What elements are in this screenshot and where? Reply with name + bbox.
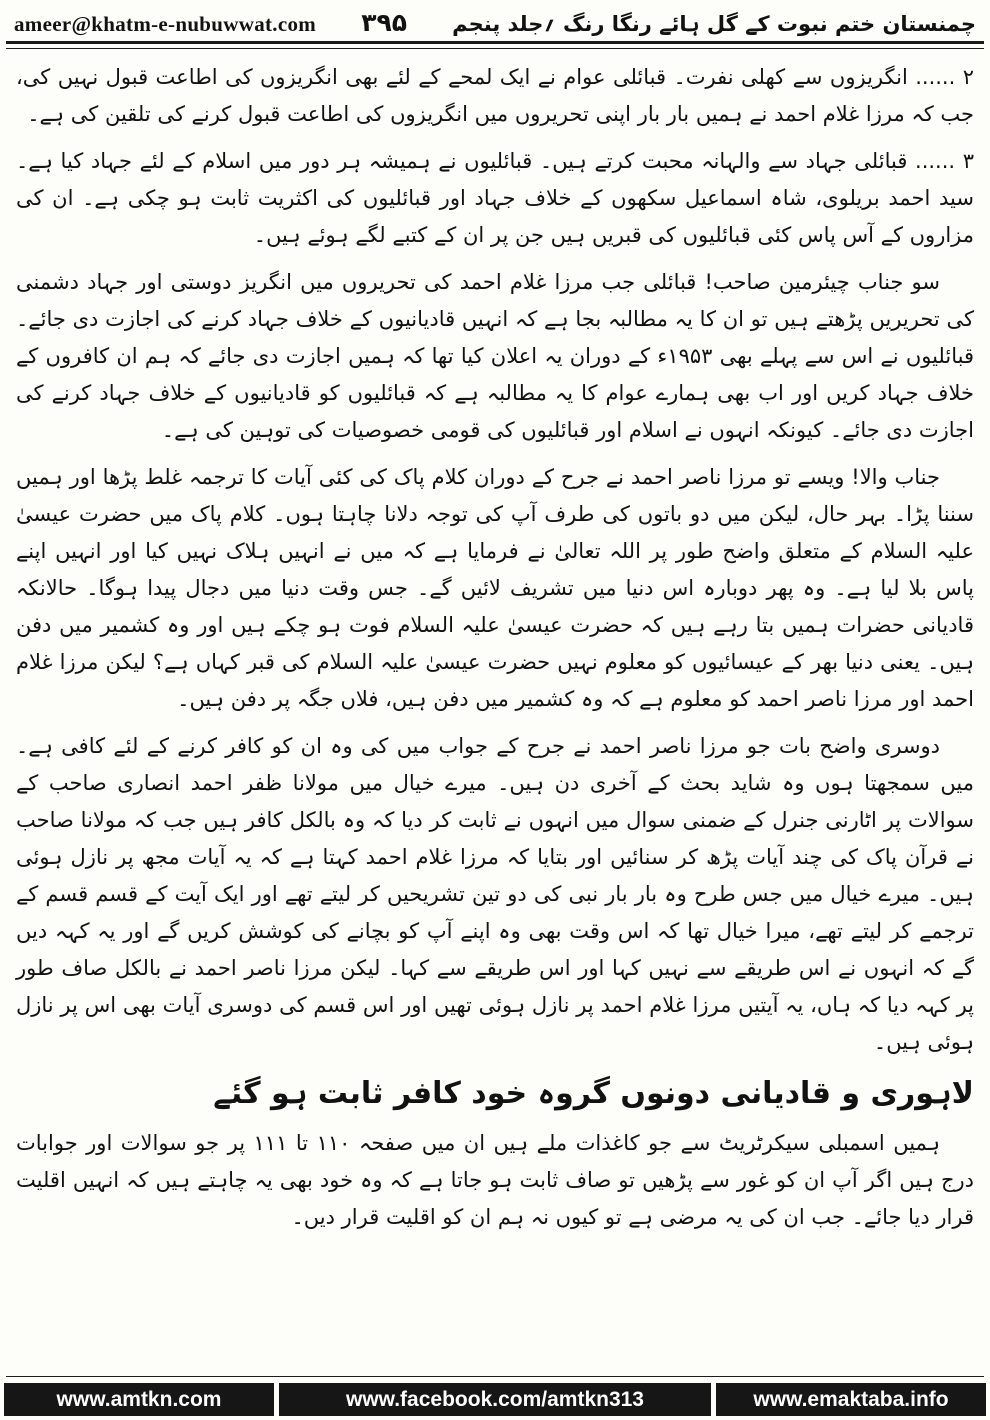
header-divider xyxy=(6,41,984,49)
page-number: ۳۹۵ xyxy=(361,8,407,37)
section-heading: لاہوری و قادیانی دونوں گروہ خود کافر ثابت ہو گئے xyxy=(213,1076,974,1111)
page-footer xyxy=(0,1376,990,1420)
book-title: چمنستان ختم نبوت کے گل ہائے رنگا رنگ ؍جلد پنجم xyxy=(452,12,976,36)
footer-url-amtkn: www.amtkn.com xyxy=(4,1383,274,1416)
paragraph-point-2: ۲ ...... انگریزوں سے کھلی نفرت۔ قبائلی عوام نے ایک لمحے کے لئے بھی انگریزوں کی اطاعت قبول نہیں کی، جب کہ مرزا غلام احمد نے ہمیں بار بار اپنی تحریروں میں انگریزوں کی اطاعت قبول کرنے کی تلقین کی ہے۔ xyxy=(16,65,974,126)
paragraph-janab-wala: جناب والا! ویسے تو مرزا ناصر احمد نے جرح کے دوران کلام پاک کی کئی آیات کا ترجمہ غلط پڑھا اور ہمیں سننا پڑا۔ بہر حال، لیکن میں دو باتوں کی طرف آپ کی توجہ دلانا چاہتا ہوں۔ کلام پاک میں حضرت عیسیٰ علیہ السلام کے متعلق واضح طور پر اللہ تعالیٰ نے فرمایا ہے کہ میں نے انہیں ہلاک نہیں کیا اور انہیں اپنے پاس بلا لیا ہے۔ وہ پھر دوبارہ اس دنیا میں تشریف لائیں گے۔ جس وقت دنیا میں دجال پیدا ہوگا۔ حالانکہ قادیانی حضرات ہمیں بتا رہے ہیں کہ حضرت عیسیٰ علیہ السلام فوت ہو چکے ہیں اور وہ کشمیر میں دفن ہیں۔ یعنی دنیا بھر کے عیسائیوں کو معلوم نہیں حضرت عیسیٰ علیہ السلام کی قبر کہاں ہے؟ لیکن مرزا غلام احمد اور مرزا ناصر احمد کو معلوم ہے کہ وہ کشمیر میں دفن ہیں، فلاں جگہ پر دفن ہیں۔ xyxy=(16,465,974,711)
header-email: ameer@khatm-e-nubuwwat.com xyxy=(14,12,317,36)
page-header xyxy=(0,0,990,41)
paragraph-closing: ہمیں اسمبلی سیکرٹریٹ سے جو کاغذات ملے ہیں ان میں صفحہ ۱۱۰ تا ۱۱۱ پر جو سوالات اور جوابات درج ہیں اگر آپ ان کو غور سے پڑھیں تو صاف ثابت ہو جاتا ہے کہ وہ خود بھی یہ چاہتے ہیں کہ انہیں اقلیت قرار دیا جائے۔ جب ان کی یہ مرضی ہے تو کیوں نہ ہم ان کو اقلیت قرار دیں۔ xyxy=(16,1131,974,1229)
paragraph-point-3: ۳ ...... قبائلی جہاد سے والہانہ محبت کرتے ہیں۔ قبائلیوں نے ہمیشہ ہر دور میں اسلام کے لئے جہاد کیا ہے۔ سید احمد بریلوی، شاہ اسماعیل سکھوں کے خلاف جہاد اور قبائلیوں کی اکثریت ثابت ہو چکی ہے۔ ان کی مزاروں کے آس پاس کئی قبائلیوں کی قبریں ہیں جن پر ان کے کتبے لگے ہوئے ہیں۔ xyxy=(16,149,974,247)
paragraph-second-point: دوسری واضح بات جو مرزا ناصر احمد نے جرح کے جواب میں کی وہ ان کو کافر کرنے کے لئے کافی ہے۔ میں سمجھتا ہوں وہ شاید بحث کے آخری دن ہیں۔ میرے خیال میں مولانا ظفر احمد انصاری صاحب کے سوالات پر اٹارنی جنرل کے ضمنی سوال میں انہوں نے ثابت کر دیا کہ وہ بالکل کافر ہیں جب کہ مولانا صاحب نے قرآن پاک کی چند آیات پڑھ کر سنائیں اور بتایا کہ مرزا غلام احمد کہتا ہے کہ یہ آیات مجھ پر نازل ہوئی ہیں۔ میرے خیال میں جس طرح وہ بار بار نبی کی دو تین تشریحیں کر لیتے تھے اور ایک آیت کے قسم قسم کے ترجمے کر لیتے تھے، میرا خیال تھا کہ اس وقت بھی وہ اپنے آپ کو بچانے کی کوشش کریں گے اور یہ کہہ دیں گے کہ انہوں نے اس طریقے سے نہیں کہا اور اس طریقے سے کہا۔ لیکن مرزا ناصر احمد نے بالکل صاف طور پر کہہ دیا کہ ہاں، یہ آیتیں مرزا غلام احمد پر نازل ہوئی تھیں اور اس قسم کی دوسری آیات بھی اس پر نازل ہوئی ہیں۔ xyxy=(16,734,974,1054)
footer-divider xyxy=(6,1376,984,1380)
page-body xyxy=(0,49,990,1236)
footer-url-emaktaba: www.emaktaba.info xyxy=(716,1383,986,1416)
paragraph-chairman-address: سو جناب چیئرمین صاحب! قبائلی جب مرزا غلام احمد کی تحریروں میں انگریز دوستی اور جہاد دشمنی کی تحریریں پڑھتے ہیں تو ان کا یہ مطالبہ بجا ہے کہ انہیں قادیانیوں کے خلاف جہاد کرنے کی اجازت دی جائے۔ قبائلیوں نے اس سے پہلے بھی ۱۹۵۳ء کے دوران یہ اعلان کیا تھا کہ ہمیں اجازت دی جائے کہ ہم ان کافروں کے خلاف جہاد کریں اور اب بھی ہمارے عوام کا یہ مطالبہ ہے کہ قبائلیوں کو قادیانیوں کے خلاف جہاد کرنے کی اجازت دی جائے۔ کیونکہ انہوں نے اسلام اور قبائلیوں کی قومی خصوصیات کی توہین کی ہے۔ xyxy=(16,270,975,442)
footer-url-facebook: www.facebook.com/amtkn313 xyxy=(279,1383,711,1416)
